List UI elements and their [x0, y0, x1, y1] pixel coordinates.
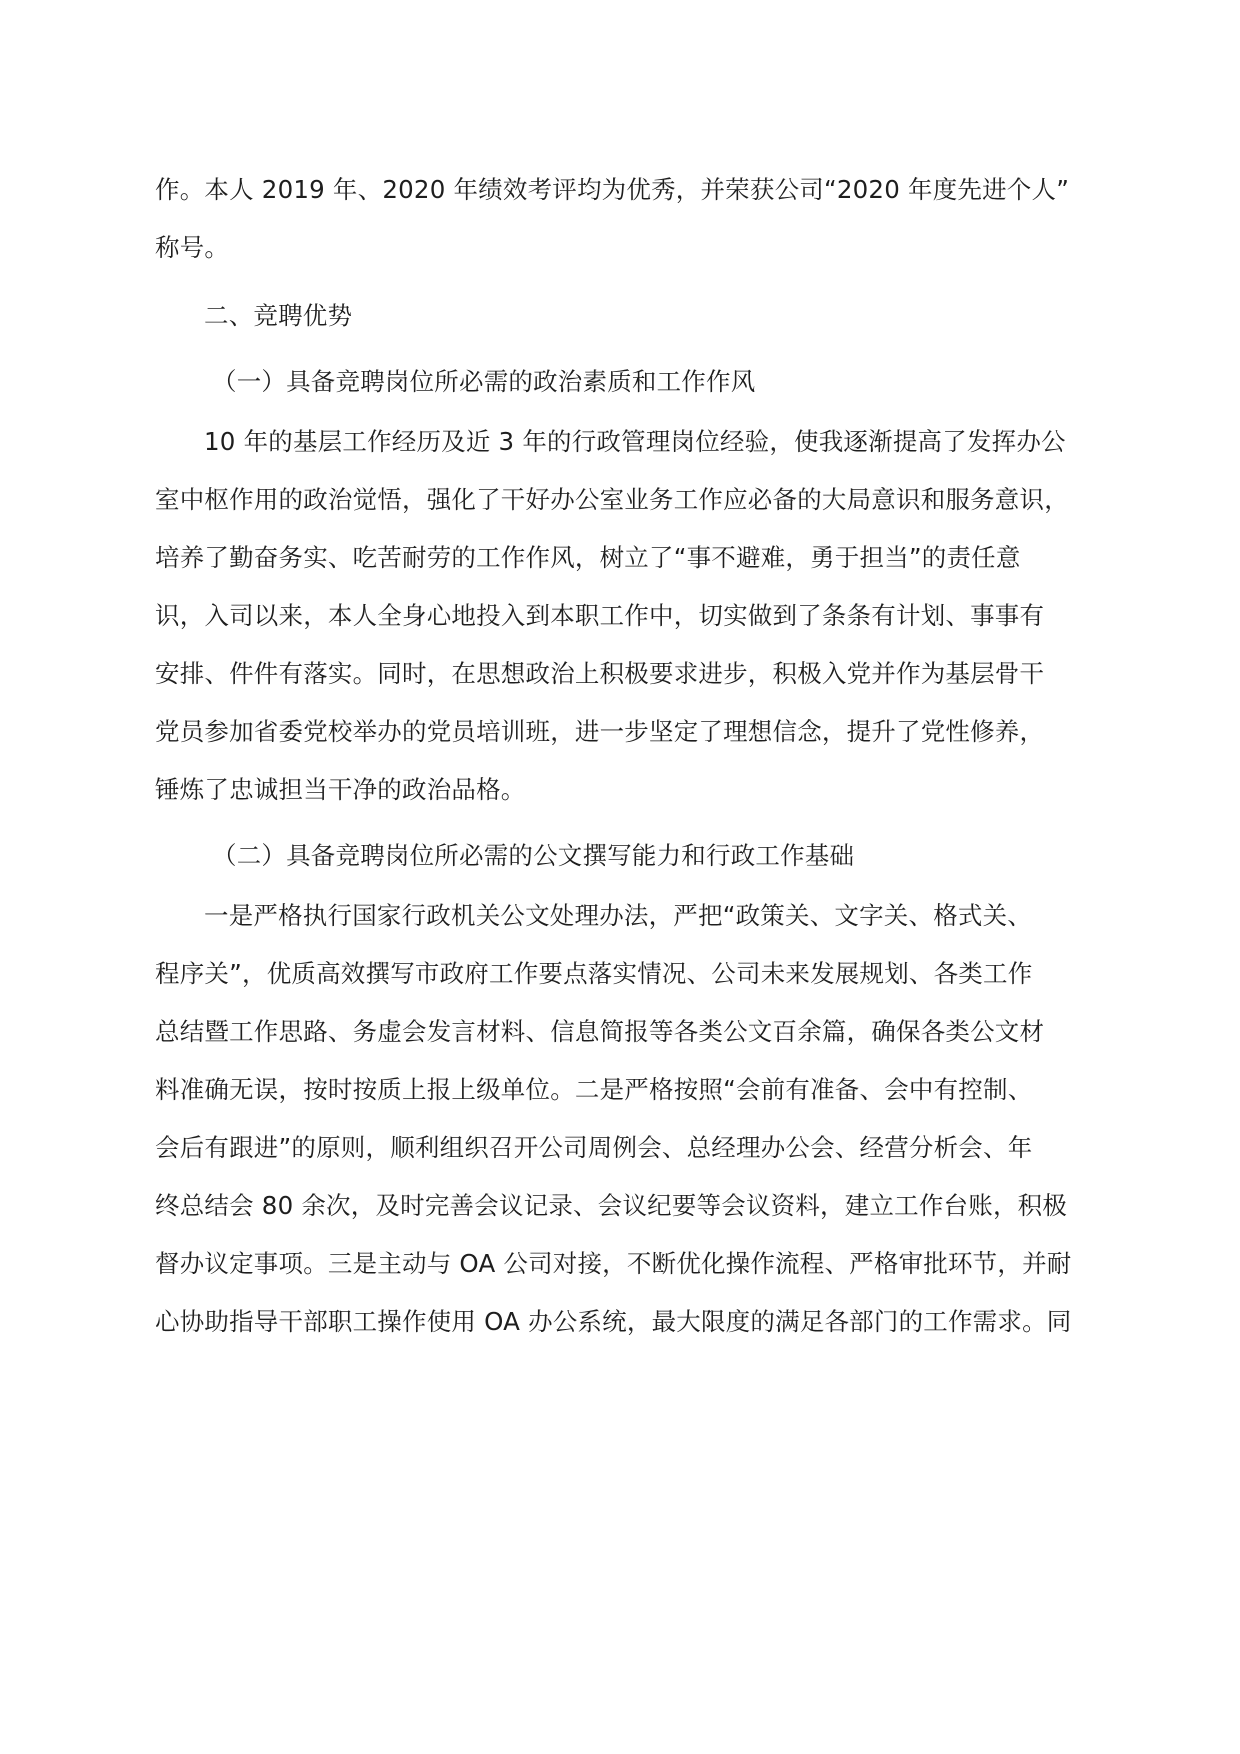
body-text-line: 一是严格执行国家行政机关公文处理办法，严把“政策关、文字关、格式关、 — [204, 901, 1032, 930]
body-text-line: 培养了勤奋务实、吃苦耐劳的工作作风，树立了“事不避难，勇于担当”的责任意 — [155, 543, 1021, 572]
body-text-line: 终总结会 80 余次，及时完善会议记录、会议纪要等会议资料，建立工作台账，积极 — [155, 1191, 1068, 1220]
body-text-line: 心协助指导干部职工操作使用 OA 办公系统，最大限度的满足各部门的工作需求。同 — [155, 1307, 1072, 1336]
body-text-line: 程序关”，优质高效撰写市政府工作要点落实情况、公司未来发展规划、各类工作 — [155, 959, 1033, 988]
body-text-line: 锤炼了忠诚担当干净的政治品格。 — [155, 775, 526, 804]
body-text-line: 识，入司以来，本人全身心地投入到本职工作中，切实做到了条条有计划、事事有 — [155, 601, 1045, 630]
section-heading: 二、竞聘优势 — [204, 301, 353, 330]
subsection-heading: （二）具备竞聘岗位所必需的公文撰写能力和行政工作基础 — [212, 841, 855, 870]
body-text-line: 安排、件件有落实。同时，在思想政治上积极要求进步，积极入党并作为基层骨干 — [155, 659, 1045, 688]
body-text-line: 称号。 — [155, 233, 230, 262]
body-text-line: 督办议定事项。三是主动与 OA 公司对接，不断优化操作流程、严格审批环节，并耐 — [155, 1249, 1072, 1278]
body-text-line: 料准确无误，按时按质上报上级单位。二是严格按照“会前有准备、会中有控制、 — [155, 1075, 1033, 1104]
body-text-line: 总结暨工作思路、务虚会发言材料、信息简报等各类公文百余篇，确保各类公文材 — [155, 1017, 1045, 1046]
body-text-line: 室中枢作用的政治觉悟，强化了干好办公室业务工作应必备的大局意识和服务意识， — [155, 485, 1069, 514]
body-text-line: 作。本人 2019 年、2020 年绩效考评均为优秀，并荣获公司“2020 年度先进个人” — [155, 175, 1070, 204]
body-text-line: 10 年的基层工作经历及近 3 年的行政管理岗位经验，使我逐渐提高了发挥办公 — [204, 427, 1066, 456]
body-text-line: 会后有跟进”的原则，顺利组织召开公司周例会、总经理办公会、经营分析会、年 — [155, 1133, 1033, 1162]
body-text-line: 党员参加省委党校举办的党员培训班，进一步坚定了理想信念，提升了党性修养， — [155, 717, 1045, 746]
subsection-heading: （一）具备竞聘岗位所必需的政治素质和工作作风 — [212, 367, 756, 396]
